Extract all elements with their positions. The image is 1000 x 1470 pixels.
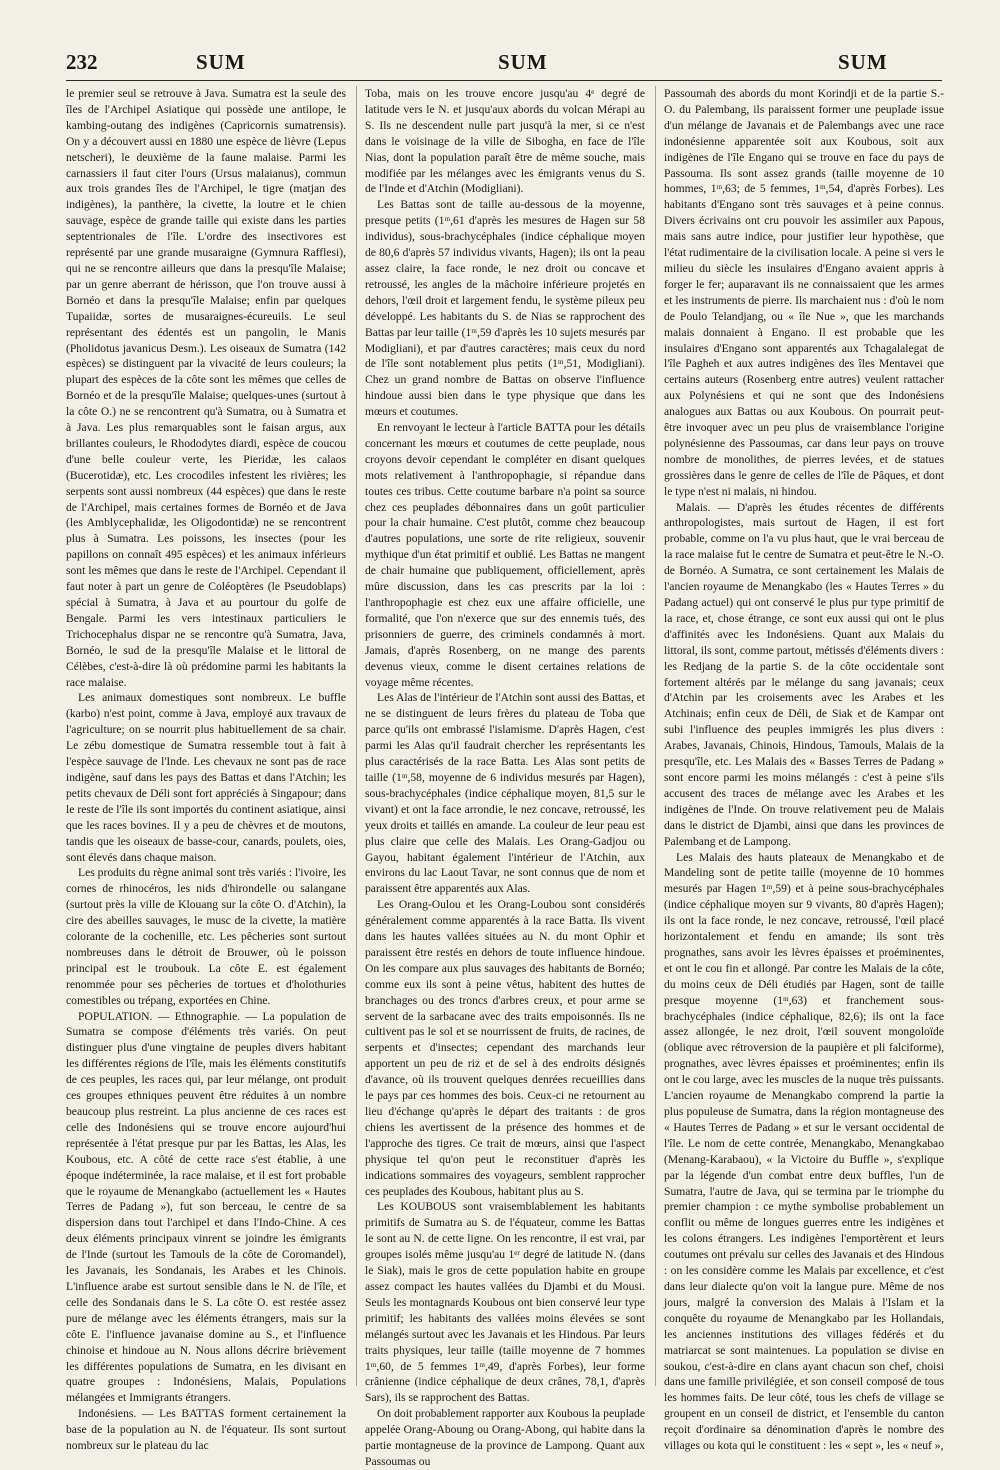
running-head-center: SUM [498, 50, 548, 74]
column-middle [356, 86, 645, 1468]
paragraph: POPULATION. — Ethnographie. — La population de Sumatra se compose d'éléments très variés. On peut distinguer plus d'une vingtaine de peuples divers habitant les différentes régions de l'île, mais les éléments constitutifs de ces peuples, les races qui, par leur mélange, ont produit ces groupes ethniques peuvent être réduites à un nombre beaucoup plus restreint. La plus ancienne de ces races est celle des Indonésiens qui se trouve encore aujourd'hui représentée à l'état presque pur par les Battas, les Alas, les Koubous, etc. A côté de cette race s'est établie, à une époque indéterminée, la race malaise, et il est fort probable que le royaume de Menangkabo (actuellement les « Hautes Terres de Padang »), fut son berceau, le centre de sa dispersion dans tout l'archipel et dans l'Indo-Chine. A ces deux éléments principaux vinrent se joindre les émigrants de l'Inde (surtout les Tamouls de la côte de Coromandel), les Javanais, les Sondanais, les Arabes et les Chinois. L'influence arabe est surtout sensible dans le N. de l'île, et celle des Sondanais dans le S. La côte O. est restée assez pure de mélange avec les éléments étrangers, mais sur la côte E. l'influence javanaise domine au S., et l'influence chinoise et hindoue au N. Nous allons décrire brièvement les différentes populations de Sumatra, en les divisant en quatre groupes : Indonésiens, Malais, Populations mélangées et Immigrants étrangers. [66, 1009, 346, 1405]
paragraph: Passoumah des abords du mont Korindji et de la partie S.-O. du Palembang, ils paraissent former une peuplade issue d'un mélange de Javanais et de Palembangs avec une race indonésienne apparentée soit aux Koubous, soit aux indigènes de l'île Engano qui se trouve en face du pays de Passouma. Ils sont assez grands (taille moyenne de 10 hommes, 1ᵐ,63; de 5 femmes, 1ᵐ,54, d'après Forbes). Les habitants d'Engano sont très sauvages et à peine connus. Divers écrivains ont cru pouvoir les assimiler aux Papous, mais sans autre indice, pour justifier leur hypothèse, que l'état rudimentaire de la civilisation locale. A peine si vers le milieu du siècle les insulaires d'Engano avaient appris à forger le fer; auparavant ils ne connaissaient que les armes et les instruments de pierre. Ils marchaient nus : d'où le nom de Poulo Telandjang, ou « île Nue », que les marchands malais donnaient à Engano. Il est probable que les insulaires d'Engano sont apparentés aux Tchagalalegat de l'île Pagheh et aux autres indigènes des îles Mentavei que certains auteurs (Rosenberg entre autres) veulent rattacher aux Polynésiens et qui ne sont que des Indonésiens analogues aux Battas ou aux Koubous. On pourrait peut-être invoquer avec un peu plus de vraisemblance l'origine polynésienne des Passoumas, car dans leur pays on trouve nombre de monolithes, de pierres levées, et de statues grossières dans le genre de celles de l'île de Pâques, et dont le type n'est ni malais, ni hindou. [664, 87, 944, 498]
column-left [66, 86, 346, 1453]
paragraph: Les KOUBOUS sont vraisemblablement les habitants primitifs de Sumatra au S. de l'équateur, comme les Battas le sont au N. de cette ligne. On les rencontre, il est vrai, par groupes isolés même jusqu'au 1ᵉʳ degré de latitude N. (dans le Siak), mais le gros de cette population habite en groupe assez compact les hautes vallées du Djambi et du Mousi. Seuls les montagnards Koubous ont bien conservé leur type primitif; les habitants des vallées moins élevées se sont mélangés surtout avec les Javanais et les Hindous. Par leurs traits physiques, leur taille (taille moyenne de 7 hommes 1ᵐ,60, de 5 femmes 1ᵐ,49, d'après Forbes), leur forme crânienne (indice céphalique de deux crânes, 78,1, d'après Sars), ils se rapprochent des Battas. [365, 1200, 645, 1405]
paragraph: Les Malais des hauts plateaux de Menangkabo et de Mandeling sont de petite taille (moyenne de 10 hommes mesurés par Hagen 1ᵐ,59) et à peine sous-brachycéphales (indice céphalique moyen sur 9 vivants, 80 d'après Hagen); ils ont la face ronde, le nez concave, retroussé, l'œil placé horizontalement et fendu en amande; ils sont très prognathes, sans avoir les lèvres épaisses et proéminentes, et ont le cou fin et allongé. Par contre les Malais de la côte, du moins ceux de Déli étudiés par Hagen, sont de taille presque moyenne (1ᵐ,63) et franchement sous-brachycéphales (indice céphalique, 82,6); ils ont la face assez allongée, le nez droit, l'œil souvent mongoloïde (oblique avec rétroversion de la paupière et pli falciforme), prognathes, avec lèvres épaisses et proéminentes; enfin ils ont le cou large, avec les muscles de la nuque très puissants. L'ancien royaume de Menangkabo comprend la partie la plus populeuse de Sumatra, dans la région montagneuse des « Hautes Terres de Padang » et sur le versant occidental de l'île. Le nom de cette contrée, Menangkabo, Menangkabao (Menang-Karabaou), « la Victoire du Buffle », s'explique par la légende d'un combat entre deux buffles, l'un de Sumatra, l'autre de Java, qui se termina par le triomphe du premier champion : ce mythe symbolise probablement un conflit ou même de longues guerres entre les indigènes et les colons étrangers. Les indigènes l'emportèrent et leurs coutumes ont prévalu sur celles des Javanais et des Hindous : on les considère comme les Malais par excellence, et c'est dans leur dialecte qu'on voit la langue pure. Même de nos jours, malgré la conversion des Malais à l'Islam et la conquête du royaume de Menangkabo par les Hollandais, les anciennes institutions des villages fédérés et du matriarcat se sont maintenues. La population se divise en soukou, c'est-à-dire en clans ayant chacun son chef, choisi dans une famille privilégiée, et son conseil composé de tous les hommes faits. De leur côté, tous les chefs de village se groupent en un conseil de district, et l'ensemble du canton reçoit d'ordinaire sa dénomination d'après le nombre des villages ou kota qui le constituent : les « sept », les « neuf », [664, 850, 944, 1453]
running-head-left: SUM [196, 50, 246, 74]
paragraph: Les Battas sont de taille au-dessous de la moyenne, presque petits (1ᵐ,61 d'après les mesures de Hagen sur 58 individus), sous-brachycéphales (indice céphalique moyen de 80,6 d'après 57 individus vivants, Hagen); ils ont la peau assez claire, la face ronde, le nez droit ou concave et retroussé, les angles de la mâchoire inférieure projetés en dehors, l'œil droit et largement fendu, le système pileux peu développé. Les habitants du S. de Nias se rapprochent des Battas par leur taille (1ᵐ,59 d'après les 10 sujets mesurés par Modigliani), et par d'autres caractères; mais ceux du nord de l'île sont notablement plus petits (1ᵐ,51, Modigliani). Chez un grand nombre de Battas on observe l'influence hindoue aussi bien dans le type physique que dans les mœurs et coutumes. [365, 198, 645, 419]
paragraph: Malais. — D'après les études récentes de différents anthropologistes, mais surtout de Hagen, il est fort probable, comme on l'a vu plus haut, que le vrai berceau de la race malaise fut le centre de Sumatra et peut-être le N.-O. de Bornéo. A Sumatra, ce sont certainement les Malais de l'ancien royaume de Menangkabo (les « Hautes Terres » du Padang actuel) qui ont conservé le plus pur type primitif de la race, et, chose étrange, ce sont eux aussi qui ont le plus d'affinités avec les Indonésiens. Quant aux Malais du littoral, ils sont, comme partout, métissés d'éléments divers : les Redjang de la partie S. de la côte occidentale sont fortement altérés par le mélange du sang javanais; ceux d'Atchin par les croisements avec les Arabes et les Atchinais; enfin ceux de Déli, de Siak et de Kampar ont subi l'influence des peuples immigrés les plus divers : Arabes, Javanais, Chinois, Hindous, Tamouls, Malais de la presqu'île, etc. Les Malais des « Basses Terres de Padang » sont encore parmi les moins mélangés : c'est à peine s'ils accusent des traces de mélange avec les Arabes et les indigènes de l'Inde. On trouve relativement peu de Malais dans le district de Djambi, ainsi que dans les provinces de Palembang et de Lampong. [664, 500, 944, 848]
paragraph: Les Alas de l'intérieur de l'Atchin sont aussi des Battas, et ne se distinguent de leurs frères du plateau de Toba que parce qu'ils ont embrassé l'islamisme. D'après Hagen, c'est parmi les Alas qu'il faudrait chercher les représentants les plus caractérisés de la race Batta. Les Alas sont petits de taille (1ᵐ,58, moyenne de 6 individus mesurés par Hagen), sous-brachycéphales (indice céphalique moyen, 81,5 sur le vivant) et ont la face arrondie, le nez concave, retroussé, les yeux droits et taillés en amande. La couleur de leur peau est plus claire que celle des Malais. Les Orang-Gadjou ou Gayou, habitant également l'intérieur de l'Atchin, aux environs du lac Laout Tavar, ne sont connus que de nom et paraissent être apparentés aux Alas. [365, 691, 645, 896]
text-columns [66, 86, 944, 1468]
paragraph: Les produits du règne animal sont très variés : l'ivoire, les cornes de rhinocéros, les nids d'hirondelle ou salangane (surtout près la ville de Klouang sur la côte O. d'Atchin), la cire des abeilles sauvages, le musc de la civette, la matière colorante de la cochenille, etc. Les pêcheries sont surtout nombreuses dans le détroit de Brouwer, où le poisson principal est le troubouk. La côte E. est également renommée pour ses pêcheries de tortues et d'holothuries comestibles ou trépang, exportées en Chine. [66, 866, 346, 1007]
running-head-right: SUM [838, 50, 888, 74]
paragraph: Les animaux domestiques sont nombreux. Le buffle (karbo) n'est point, comme à Java, employé aux travaux de l'agriculture; on se nourrit plus habituellement de sa chair. Le zébu domestique de Sumatra ressemble tout à fait à l'espèce sauvage de l'Inde. Les chevaux ne sont pas de race indigène, sauf dans les pays des Battas et dans l'Atchin; les petits chevaux de Déli sont fort appréciés à Singapour; dans le reste de l'île ils sont importés du continent asiatique, ainsi que les races bovines. Il y a peu de chèvres et de moutons, tandis que les oiseaux de basse-cour, canards, poulets, oies, sont élevés dans chaque maison. [66, 691, 346, 864]
paragraph: Indonésiens. — Les BATTAS forment certainement la base de la population au N. de l'équateur. Ils sont surtout nombreux sur le plateau du lac [66, 1407, 346, 1453]
page-header [66, 50, 942, 81]
paragraph: On doit probablement rapporter aux Koubous la peuplade appelée Orang-Aboung ou Orang-Abong, qui habite dans la partie montagneuse de la province de Lampong. Quant aux Passoumas ou [365, 1407, 645, 1468]
paragraph: En renvoyant le lecteur à l'article BATTA pour les détails concernant les mœurs et coutumes de cette peuplade, nous croyons devoir cependant le compléter en disant quelques mots relativement à l'anthropophagie, si répandue dans toutes ces tribus. Cette coutume barbare n'a point sa source chez ces peuplades débonnaires dans un goût particulier pour la chair humaine. C'est plutôt, comme chez beaucoup d'autres populations, une sorte de rite religieux, souvenir mythique d'un état primitif et oublié. Les Battas ne mangent de chair humaine que publiquement, officiellement, après mûre discussion, dans les cas prescrits par la loi : l'anthropophagie est chez eux une affaire officielle, une formalité, que l'on n'exerce que sur des ennemis tués, des prisonniers de guerre, des criminels condamnés à mort. Jamais, d'après Rosenberg, on ne mange des parents devenus vieux, comme le disent certaines relations de voyage même récentes. [365, 421, 645, 689]
paragraph: le premier seul se retrouve à Java. Sumatra est la seule des îles de l'Archipel Asiatique qui possède une antilope, le kambing-outang des indigènes (Capricornis sumatrensis). On y a découvert aussi en 1880 une espèce de lièvre (Lepus netscheri), le deuxième de la faune malaise. Parmi les carnassiers il faut citer l'ours (Ursus malaianus), commun aux trois grandes îles de l'Archipel, le tigre (matjan des indigènes), la panthère, la civette, la loutre et le chien sauvage, espèce de grande taille qui existe dans les parties septentrionales de l'île. L'ordre des insectivores est représenté par une grande musaraigne (Gymnura Rafflesi), qui ne se rencontre ailleurs que dans la presqu'île Malaise; par un genre aberrant de hérisson, que l'on trouve aussi à Bornéo et dans la presqu'île Malaise; enfin par quelques Tupaiidæ, sortes de musaraignes-écureuils. Le seul représentant des édentés est un pangolin, le Manis (Pholidotus javanicus Desm.). Les oiseaux de Sumatra (142 espèces) se distinguent par la vivacité de leurs couleurs; la plupart des espèces de la côte sont les mêmes que celles de Bornéo et de la presqu'île Malaise; quelques-unes (surtout à la côte O.) ne se rencontrent qu'à Sumatra, ou à Sumatra et à Java. Les plus remarquables sont le faisan argus, aux brillantes couleurs, le Rhododytes diardi, espèce de coucou d'une belle couleur verte, les Pieridæ, les calaos (Bucerotidæ), etc. Les crocodiles infestent les rivières; les serpents sont aussi nombreux (44 espèces) que dans le reste de l'Archipel, mais certaines formes de Bornéo et de Java (les Amblycephalidæ, les Oligodontidæ) ne se rencontrent plus à Sumatra. Les poissons, les insectes (pour les papillons on connaît 495 espèces) et les animaux inférieurs sont les mêmes que dans le reste de l'Archipel. Cependant il faut noter à part un genre de Coléoptères (le Pseudoblaps) spécial à Sumatra, à Java et au pourtour du golfe de Bengale. Parmi les vers intestinaux particuliers le Trichocephalus dispar ne se rencontre qu'à Sumatra, Java, Bornéo, le sud de la presqu'île Malaise et le littoral de Célèbes, c'est-à-dire là où prédomine parmi les habitants la race malaise. [66, 87, 346, 689]
paragraph: Toba, mais on les trouve encore jusqu'au 4ᵉ degré de latitude vers le N. et jusqu'aux abords du volcan Mérapi au S. Ils ne descendent nulle part jusqu'à la mer, si ce n'est dans le voisinage de la ville de Sibogha, en face de l'île Nias, dont la population paraît être de même souche, mais modifiée par les mélanges avec les émigrants venus du S. de l'Inde et d'Atchin (Modigliani). [365, 87, 645, 196]
page-number: 232 [66, 50, 98, 74]
paragraph: Les Orang-Oulou et les Orang-Loubou sont considérés généralement comme apparentés à la race Batta. Ils vivent dans les hautes vallées situées au N. du mont Ophir et paraissent être restés en dehors de toute influence hindoue. On les compare aux plus sauvages des habitants de Bornéo; comme eux ils sont à peine vêtus, habitent des huttes de branchages ou des troncs d'arbres creux, et pour arme se servent de la sarbacane avec des traits empoisonnés. Ils ne cultivent pas le sol et se nourrissent de fruits, de racines, de serpents et d'insectes; cependant des marchands leur apportent un peu de riz et de sel à des endroits désignés d'avance, où ils trouvent quelques denrées recueillies dans le pays par ces hommes des bois. Ceux-ci ne retournent au lieu d'échange qu'après le départ des traitants : de gros chiens les avertissent de la présence des hommes et de l'approche des tigres. Ce trait de mœurs, ainsi que l'aspect physique tel qu'on peut le reconstituer d'après les indications sommaires des voyageurs, semblent rapprocher ces peuplades des Koubous, habitant plus au S. [365, 898, 645, 1198]
column-right [655, 86, 944, 1453]
